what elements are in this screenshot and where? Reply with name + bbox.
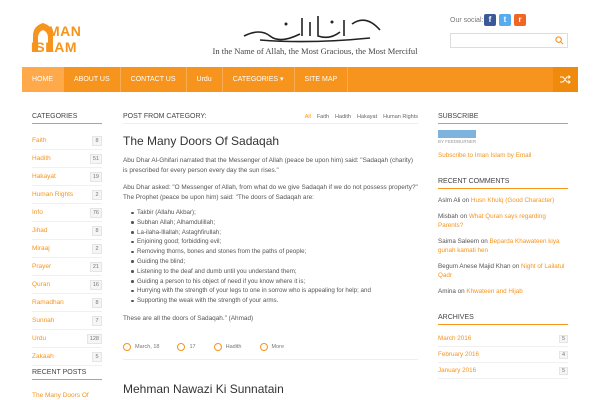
logo-text-line2: ISLAM	[31, 39, 78, 55]
subscribe-title: SUBSCRIBE	[438, 113, 568, 124]
category-count: 19	[90, 172, 102, 182]
category-count: 51	[90, 154, 102, 164]
comment-item	[438, 287, 568, 296]
main-content	[123, 113, 418, 323]
archive-item[interactable]	[438, 363, 568, 379]
post-meta	[123, 343, 418, 360]
comment-item	[438, 212, 568, 230]
category-label: Urdu	[32, 335, 47, 342]
nav-urdu[interactable]: Urdu	[187, 67, 223, 92]
categories-widget	[32, 113, 102, 366]
nav-categories[interactable]: CATEGORIES ▾	[223, 67, 295, 92]
category-item[interactable]	[32, 294, 102, 312]
comment-item	[438, 237, 568, 255]
random-post-button[interactable]	[553, 67, 578, 92]
filter-hakayat[interactable]: Hakayat	[356, 114, 378, 120]
comment-author: Begum Anese Majid Khan	[438, 263, 511, 270]
category-count: 2	[92, 190, 102, 200]
archive-label: February 2016	[438, 351, 479, 358]
category-count: 8	[92, 226, 102, 236]
comment-post-link[interactable]: What Quran says regarding Parents?	[438, 213, 546, 229]
category-count: 8	[92, 136, 102, 146]
more-icon	[260, 343, 268, 351]
category-item[interactable]	[32, 330, 102, 348]
bismillah-calligraphy-icon	[240, 10, 385, 44]
category-item[interactable]	[32, 276, 102, 294]
category-label: Human Rights	[32, 191, 74, 198]
category-item[interactable]	[32, 312, 102, 330]
recent-post-link[interactable]: The Many Doors Of	[32, 392, 89, 399]
category-label: Faith	[32, 137, 47, 144]
archive-count: 5	[559, 367, 568, 375]
list-item: Removing thorns, bones and stones from the paths of people;	[131, 247, 418, 257]
category-count: 76	[90, 208, 102, 218]
category-count: 2	[92, 244, 102, 254]
post-paragraph: Abu Dhar asked: "O Messenger of Allah, from what do we give Sadaqah if we do not possess property?" The Prophet (peace be upon him) said: "The doors of Sadaqah are:	[123, 184, 418, 201]
post-category[interactable]: Hadith	[225, 344, 242, 350]
categories-title: CATEGORIES	[32, 113, 102, 124]
category-label: Hadith	[32, 155, 51, 162]
category-count: 21	[90, 262, 102, 272]
list-item: Subhan Allah; Alhamdulillah;	[131, 218, 418, 228]
search-icon[interactable]	[555, 36, 564, 45]
rss-icon[interactable]: r	[514, 14, 526, 26]
comment-author: Misbah	[438, 213, 459, 220]
filter-faith[interactable]: Faith	[316, 114, 330, 120]
list-item: Guiding the blind;	[131, 257, 418, 267]
archives-title: ARCHIVES	[438, 314, 568, 325]
filter-all[interactable]: All	[304, 114, 311, 120]
archive-label: January 2016	[438, 367, 477, 374]
feedburner-label: BY FEEDBURNER	[438, 139, 477, 144]
category-filters	[305, 114, 418, 120]
archive-item[interactable]	[438, 347, 568, 363]
tagline: In the Name of Allah, the Most Gracious, the Most Merciful	[212, 46, 418, 56]
recent-posts-title: RECENT POSTS	[32, 369, 102, 380]
sadaqah-list	[123, 208, 418, 306]
facebook-icon[interactable]: f	[484, 14, 496, 26]
category-label: Jihad	[32, 227, 48, 234]
post-title[interactable]: The Many Doors Of Sadaqah	[123, 134, 280, 148]
category-count: 128	[87, 334, 102, 344]
filter-human-rights[interactable]: Human Rights	[383, 114, 418, 120]
category-count: 8	[92, 298, 102, 308]
comment-on: on	[512, 263, 520, 270]
comment-post-link[interactable]: Husn Khulq (Good Character)	[470, 197, 555, 204]
main-nav	[22, 67, 578, 92]
category-count: 5	[92, 352, 102, 362]
category-item[interactable]	[32, 204, 102, 222]
post-paragraph: These are all the doors of Sadaqah." (Ahmad)	[123, 314, 254, 322]
category-item[interactable]	[32, 186, 102, 204]
comment-on: on	[480, 238, 488, 245]
archive-count: 4	[559, 351, 568, 359]
category-item[interactable]	[32, 150, 102, 168]
category-count: 16	[90, 280, 102, 290]
nav-site-map[interactable]: SITE MAP	[295, 67, 349, 92]
comment-item	[438, 196, 568, 205]
category-item[interactable]	[32, 168, 102, 186]
comment-on: on	[460, 213, 468, 220]
filter-hadith[interactable]: Hadith	[335, 114, 351, 120]
twitter-icon[interactable]: t	[499, 14, 511, 26]
category-item[interactable]	[32, 258, 102, 276]
social-label: Our social:	[450, 17, 484, 24]
post-views: 17	[189, 344, 196, 350]
comment-post-link[interactable]: Night of Lailatul Qadr	[438, 263, 565, 279]
list-item: Supporting the weak with the strength of your arms.	[131, 296, 418, 306]
comment-post-link[interactable]: Khwateen and Hijab	[466, 288, 523, 295]
category-label: Zakaah	[32, 353, 54, 360]
recent-comments-title: RECENT COMMENTS	[438, 178, 568, 189]
category-label: Sunnah	[32, 317, 55, 324]
comment-item	[438, 262, 568, 280]
category-header	[123, 113, 418, 124]
archive-label: March 2016	[438, 335, 472, 342]
post-paragraph: Abu Dhar Al-Ghifari narrated that the Messenger of Allah (peace be upon him) said: "Sadaqah (charity) is prescribed for every person every day the sun rises."	[123, 157, 414, 174]
comment-author: Amina	[438, 288, 456, 295]
comment-author: Aslm Ali	[438, 197, 461, 204]
archive-count: 5	[559, 335, 568, 343]
list-item: La-ilaha-Illallah; Astaghfirullah;	[131, 228, 418, 238]
list-item: Enjoining good; forbidding evil;	[131, 237, 418, 247]
subscribe-link[interactable]: Subscribe to Iman Islam by Email	[438, 152, 532, 159]
category-list	[32, 132, 102, 366]
list-item: Hurrying with the strength of your legs to one in sorrow who is appealing for help; and	[131, 286, 418, 296]
category-item[interactable]	[32, 222, 102, 240]
category-label: Prayer	[32, 263, 52, 270]
nav-about-us[interactable]: ABOUT US	[64, 67, 121, 92]
calendar-icon	[123, 343, 131, 351]
comment-author: Saima Saleem	[438, 238, 479, 245]
category-label: Miraaj	[32, 245, 50, 252]
category-item[interactable]	[32, 348, 102, 366]
nav-home[interactable]: HOME	[22, 67, 64, 92]
archive-item[interactable]	[438, 331, 568, 347]
logo-text-line1: MAN	[48, 23, 82, 39]
post-date: March, 18	[135, 344, 160, 350]
nav-contact-us[interactable]: CONTACT US	[121, 67, 187, 92]
post-title[interactable]: Mehman Nawazi Ki Sunnatain	[123, 382, 284, 396]
comment-on: on	[457, 288, 465, 295]
more-link[interactable]: More	[271, 344, 285, 350]
category-label: Info	[32, 209, 43, 216]
comment-post-link[interactable]: Beparda Khawateen kiya gunah kamati hen	[438, 238, 560, 254]
category-item[interactable]	[32, 132, 102, 150]
feedburner-badge[interactable]	[438, 130, 476, 138]
category-label: Hakayat	[32, 173, 56, 180]
category-label: Quran	[32, 281, 51, 288]
post-from-category-title: POST FROM CATEGORY:	[123, 113, 207, 120]
category-count: 7	[92, 316, 102, 326]
category-label: Ramadhan	[32, 299, 64, 306]
shuffle-icon	[560, 75, 571, 84]
folder-icon	[214, 343, 222, 351]
views-icon	[177, 343, 185, 351]
search-box	[450, 33, 568, 48]
comment-on: on	[462, 197, 470, 204]
right-sidebar	[438, 113, 568, 379]
list-item: Guiding a person to his object of need if you know where it is;	[131, 277, 418, 287]
list-item: Takbir (Allahu Akbar);	[131, 208, 418, 218]
list-item: Listening to the deaf and dumb until you understand them;	[131, 267, 418, 277]
search-input[interactable]	[451, 39, 551, 52]
category-item[interactable]	[32, 240, 102, 258]
archive-list	[438, 331, 568, 379]
